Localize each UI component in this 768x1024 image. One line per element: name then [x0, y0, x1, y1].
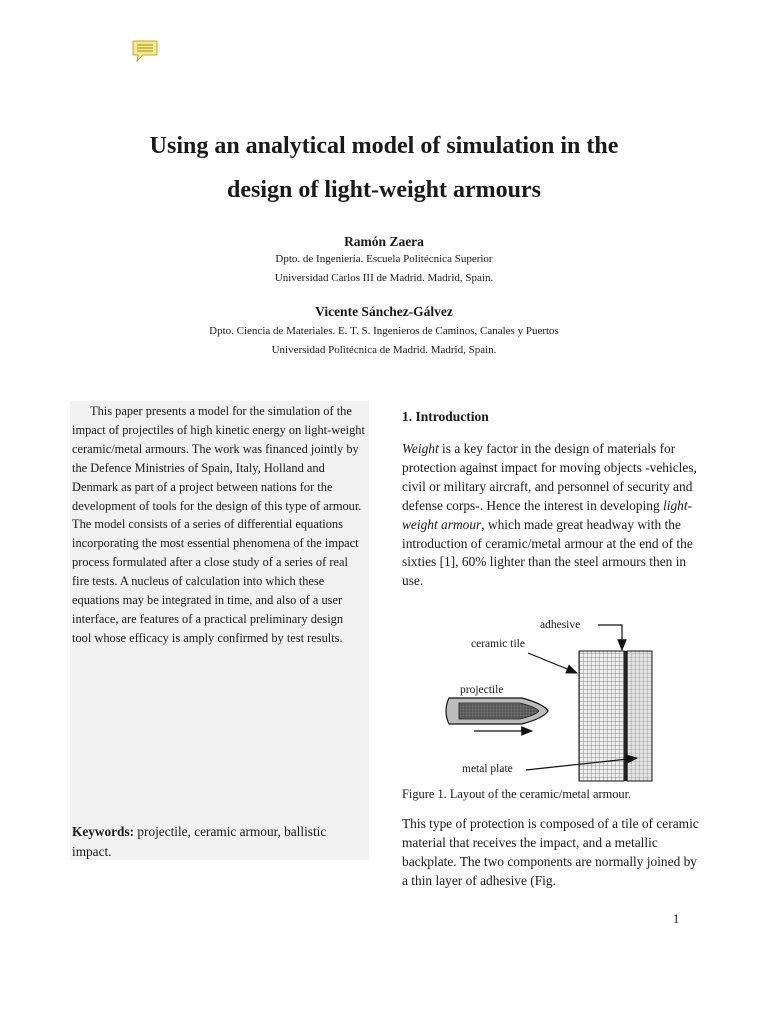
intro-emphasis: Weight	[402, 441, 439, 456]
ceramic-tile-leader	[528, 653, 577, 673]
intro-emphasis: light-weight armour	[402, 497, 693, 532]
affiliation-line: Universidad Politécnica de Madrid. Madrid, Spain.	[271, 344, 497, 356]
author-affiliation	[0, 322, 768, 360]
author-name: Ramón Zaera	[344, 234, 424, 249]
projectile-shape	[446, 698, 548, 724]
affiliation-line: Dpto. de Ingeniería. Escuela Politécnica Superior	[275, 253, 493, 265]
keywords	[72, 822, 365, 862]
intro-text: , which made great headway with the introduction of ceramic/metal armour at the end of the sixties [1], 60% lighter than the steel armours then in use.	[402, 516, 693, 589]
metal-plate-layer	[627, 651, 652, 781]
label-ceramic-tile: ceramic tile	[471, 638, 525, 650]
title-line: Using an analytical model of simulation in the	[149, 133, 619, 159]
affiliation-line: Universidad Carlos III de Madrid. Madrid, Spain.	[274, 272, 494, 284]
comment-note-icon[interactable]	[131, 39, 159, 63]
keywords-text: projectile, ceramic armour, ballistic impact.	[72, 824, 327, 859]
title-line: design of light-weight armours	[227, 177, 541, 203]
adhesive-leader	[598, 625, 622, 650]
label-metal-plate: metal plate	[462, 763, 513, 775]
paper-title	[0, 124, 768, 212]
intro-paragraph	[402, 440, 702, 591]
label-adhesive: adhesive	[540, 619, 581, 631]
abstract-text: This paper presents a model for the simulation of the impact of projectiles of high kinetic energy on light-weight ceramic/metal armours. The work was financed jointly by the Defence Ministries of Spain, Italy, Holland and Denmark as part of a project between nations for the development of tools for the design of this type of armour. The model consists of a series of differential equations incorporating the most essential phenomena of the impact process formulated after a close study of a series of real fire tests. A nucleus of calculation into which these equations may be integrated in time, and also of a user interface, are features of a practical preliminary design tool whose efficacy is amply confirmed by test results.	[72, 404, 365, 645]
armour-layout-figure	[440, 614, 680, 786]
intro-text: is a key factor in the design of materials for protection against impact for moving objects -vehicles, civil or military aircraft, and personnel of security and defense corps-. Hence the interest in developing	[402, 441, 697, 513]
author-affiliation	[0, 250, 768, 288]
section-heading: 1. Introduction	[402, 409, 489, 424]
body-paragraph: This type of protection is composed of a tile of ceramic material that receives the impact, and a metallic backplate. The two components are normally joined by a thin layer of adhesive (Fig.	[402, 816, 699, 888]
figure-caption: Figure 1. Layout of the ceramic/metal armour.	[402, 787, 632, 801]
affiliation-line: Dpto. Ciencia de Materiales. E. T. S. Ingenieros de Caminos, Canales y Puertos	[209, 325, 559, 337]
author-name: Vicente Sánchez-Gálvez	[315, 304, 453, 319]
page-number: 1	[673, 912, 680, 926]
keywords-label: Keywords:	[72, 824, 135, 839]
label-projectile: projectile	[460, 684, 504, 696]
